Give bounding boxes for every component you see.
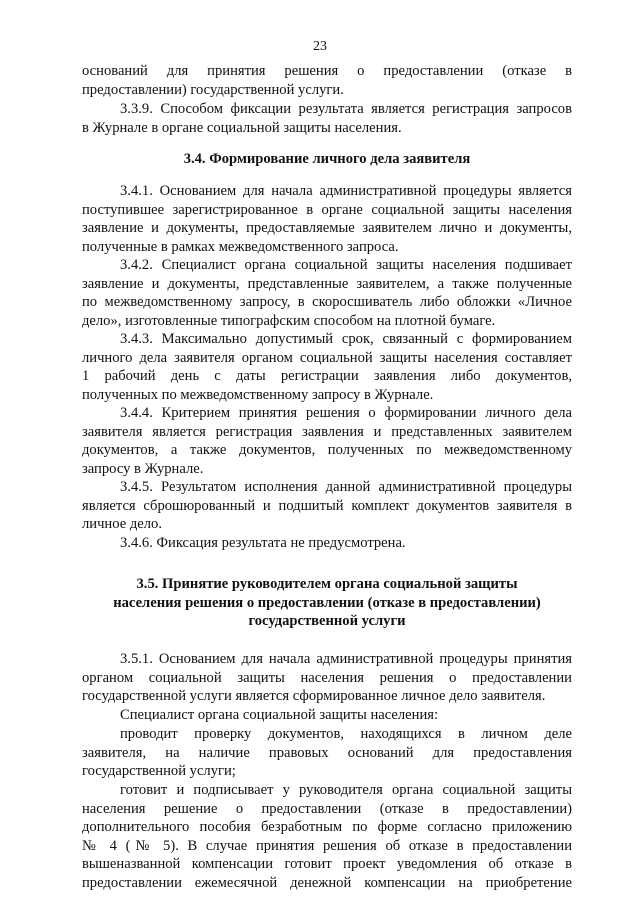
text-line: заявителя является регистрация заявления и представленных заявителем <box>82 423 572 440</box>
text-line: запросу в Журнале. <box>82 460 204 477</box>
text-line: личное дело. <box>82 516 162 533</box>
text-line: полученных по межведомственному запросу в Журнале. <box>82 386 434 403</box>
text-line: предоставлении) государственной услуги. <box>82 81 344 98</box>
paragraph-3-4-1 <box>82 182 572 256</box>
text-line: заявителя, на наличие правовых оснований для предоставления <box>82 744 572 761</box>
text-line: 3.4.4. Критерием принятия решения о формировании личного дела <box>120 405 572 421</box>
paragraph-specialist <box>82 706 572 725</box>
text-line: является сброшюрованный и подшитый комплект документов заявителя в <box>82 497 572 514</box>
text-line: полученные в рамках межведомственного запроса. <box>82 238 399 255</box>
paragraph-3-4-3 <box>82 330 572 404</box>
heading-line: населения решения о предоставлении (отказе в предоставлении) <box>113 594 541 611</box>
text-line: поступившее зарегистрированное в органе социальной защиты населения <box>82 201 572 218</box>
page-number: 23 <box>313 39 327 54</box>
paragraph-3-4-4 <box>82 404 572 478</box>
text-line: 3.5.1. Основанием для начала административной процедуры принятия <box>120 651 572 667</box>
heading-line: 3.5. Принятие руководителем органа социальной защиты <box>136 576 518 592</box>
text-line: в Журнале в органе социальной защиты населения. <box>82 119 402 136</box>
text-line: по межведомственному запросу, в скоросшиватель либо обложки «Личное <box>82 294 572 311</box>
text-line: органом социальной защиты населения решения о предоставлении <box>82 669 572 686</box>
text-line: заявление и документы, представленные заявителем, а также полученные <box>82 275 572 292</box>
text-line: государственной услуги является сформированное личное дело заявителя. <box>82 688 546 705</box>
text-line: документов, а также документов, полученных по межведомственному <box>82 442 572 459</box>
heading-line: государственной услуги <box>248 613 406 630</box>
text-line: оснований для принятия решения о предоставлении (отказе в <box>82 63 572 79</box>
text-line: государственной услуги; <box>82 763 236 780</box>
text-line: личного дела заявителя органом социальной защиты населения составляет <box>82 349 572 366</box>
text-line: вышеназванной компенсации готовит проект уведомления об отказе в <box>82 856 572 873</box>
paragraph-3-3-9 <box>82 100 572 137</box>
text-line: дополнительного пособия безработным по форме согласно приложению <box>82 819 572 836</box>
paragraph-3-4-2 <box>82 256 572 330</box>
text-line: проводит проверку документов, находящихся в личном деле <box>120 726 572 742</box>
text-line: готовит и подписывает у руководителя органа социальной защиты <box>120 782 572 798</box>
text-line: дело», изготовленные типографским способом на плотной бумаге. <box>82 312 496 329</box>
text-line: 3.4.6. Фиксация результата не предусмотрена. <box>120 535 406 551</box>
text-line: заявление и документы, предоставляемые заявителем лично и документы, <box>82 220 572 237</box>
text-line: 3.4.1. Основанием для начала административной процедуры является <box>120 183 572 199</box>
paragraph-prepares <box>82 781 572 893</box>
paragraph-3-5-1 <box>82 650 572 706</box>
text-line: населения решение о предоставлении (отказе в предоставлении) <box>82 800 572 817</box>
paragraph-3-4-5 <box>82 478 572 534</box>
paragraph-continuation <box>82 62 572 99</box>
text-line: предоставлении ежемесячной денежной компенсации на приобретение <box>82 874 572 891</box>
section-heading-3-4: 3.4. Формирование личного дела заявителя <box>183 151 471 167</box>
paragraph-3-4-6 <box>82 534 572 553</box>
text-line: 3.3.9. Способом фиксации результата является регистрация запросов <box>120 101 572 117</box>
paragraph-checks <box>82 725 572 781</box>
text-line: 3.4.5. Результатом исполнения данной административной процедуры <box>120 479 572 495</box>
text-line: 3.4.3. Максимально допустимый срок, связанный с формированием <box>120 331 572 347</box>
section-heading-3-5 <box>82 575 572 631</box>
text-line: № 4 (№ 5). В случае принятия решения об отказе в предоставлении <box>82 837 572 854</box>
text-line: Специалист органа социальной защиты населения: <box>120 707 439 723</box>
text-line: 1 рабочий день с даты регистрации заявления либо документов, <box>82 368 572 385</box>
text-line: 3.4.2. Специалист органа социальной защиты населения подшивает <box>120 257 572 273</box>
